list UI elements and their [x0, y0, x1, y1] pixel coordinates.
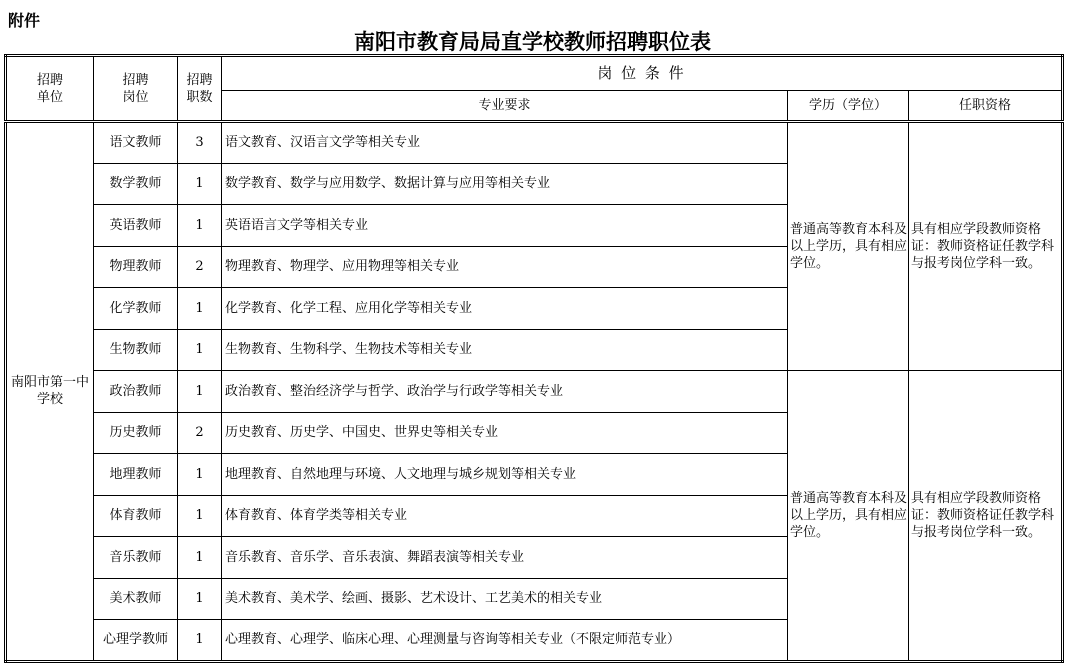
recruitment-table [4, 54, 1064, 663]
count-cell: 1 [178, 288, 222, 330]
count-cell: 1 [178, 329, 222, 371]
position-cell: 体育教师 [94, 495, 178, 537]
header-position [94, 56, 178, 122]
count-cell: 1 [178, 495, 222, 537]
header-count [178, 56, 222, 122]
header-unit [6, 56, 94, 122]
position-cell: 物理教师 [94, 246, 178, 288]
table-row [6, 122, 1063, 164]
position-cell: 英语教师 [94, 205, 178, 247]
major-cell: 美术教育、美术学、绘画、摄影、艺术设计、工艺美术的相关专业 [222, 578, 788, 620]
major-cell: 历史教育、历史学、中国史、世界史等相关专业 [222, 412, 788, 454]
count-cell: 1 [178, 620, 222, 662]
count-cell: 1 [178, 371, 222, 413]
header-unit-line: 单位 [36, 89, 63, 105]
position-cell: 美术教师 [94, 578, 178, 620]
education-cell: 普通高等教育本科及以上学历，具有相应学位。 [788, 122, 909, 371]
count-cell: 1 [178, 578, 222, 620]
major-cell: 音乐教育、音乐学、音乐表演、舞蹈表演等相关专业 [222, 537, 788, 579]
count-cell: 1 [178, 454, 222, 496]
major-cell: 英语语言文学等相关专业 [222, 205, 788, 247]
header-position-line: 招聘 [122, 72, 149, 88]
header-unit-line: 招聘 [36, 72, 63, 88]
major-cell: 地理教育、自然地理与环境、人文地理与城乡规划等相关专业 [222, 454, 788, 496]
position-cell: 心理学教师 [94, 620, 178, 662]
major-cell: 生物教育、生物科学、生物技术等相关专业 [222, 329, 788, 371]
position-cell: 政治教师 [94, 371, 178, 413]
header-position-line: 岗位 [122, 89, 149, 105]
major-cell: 物理教育、物理学、应用物理等相关专业 [222, 246, 788, 288]
header-major: 专业要求 [222, 91, 788, 122]
unit-cell: 南阳市第一中学校 [6, 122, 94, 662]
major-cell: 语文教育、汉语言文学等相关专业 [222, 122, 788, 164]
position-cell: 语文教师 [94, 122, 178, 164]
header-conditions: 岗 位 条 件 [222, 56, 1063, 91]
count-cell: 1 [178, 537, 222, 579]
header-row [6, 56, 1063, 91]
education-cell: 普通高等教育本科及以上学历，具有相应学位。 [788, 371, 909, 662]
count-cell: 1 [178, 205, 222, 247]
position-cell: 地理教师 [94, 454, 178, 496]
major-cell: 化学教育、化学工程、应用化学等相关专业 [222, 288, 788, 330]
major-cell: 心理教育、心理学、临床心理、心理测量与咨询等相关专业（不限定师范专业） [222, 620, 788, 662]
count-cell: 1 [178, 163, 222, 205]
position-cell: 数学教师 [94, 163, 178, 205]
page-title: 南阳市教育局局直学校教师招聘职位表 [354, 29, 711, 54]
major-cell: 政治教育、整治经济学与哲学、政治学与行政学等相关专业 [222, 371, 788, 413]
position-cell: 生物教师 [94, 329, 178, 371]
header-count-line: 职数 [186, 89, 213, 105]
header-count-line: 招聘 [186, 72, 213, 88]
major-cell: 数学教育、数学与应用数学、数据计算与应用等相关专业 [222, 163, 788, 205]
count-cell: 2 [178, 412, 222, 454]
qualification-cell: 具有相应学段教师资格证：教师资格证任教学科与报考岗位学科一致。 [909, 122, 1063, 371]
count-cell: 2 [178, 246, 222, 288]
header-qualification: 任职资格 [909, 91, 1063, 122]
position-cell: 音乐教师 [94, 537, 178, 579]
position-cell: 历史教师 [94, 412, 178, 454]
header-education: 学历（学位） [788, 91, 909, 122]
major-cell: 体育教育、体育学类等相关专业 [222, 495, 788, 537]
table-row [6, 371, 1063, 413]
count-cell: 3 [178, 122, 222, 164]
qualification-cell: 具有相应学段教师资格证：教师资格证任教学科与报考岗位学科一致。 [909, 371, 1063, 662]
attachment-label: 附件 [8, 11, 41, 30]
position-cell: 化学教师 [94, 288, 178, 330]
